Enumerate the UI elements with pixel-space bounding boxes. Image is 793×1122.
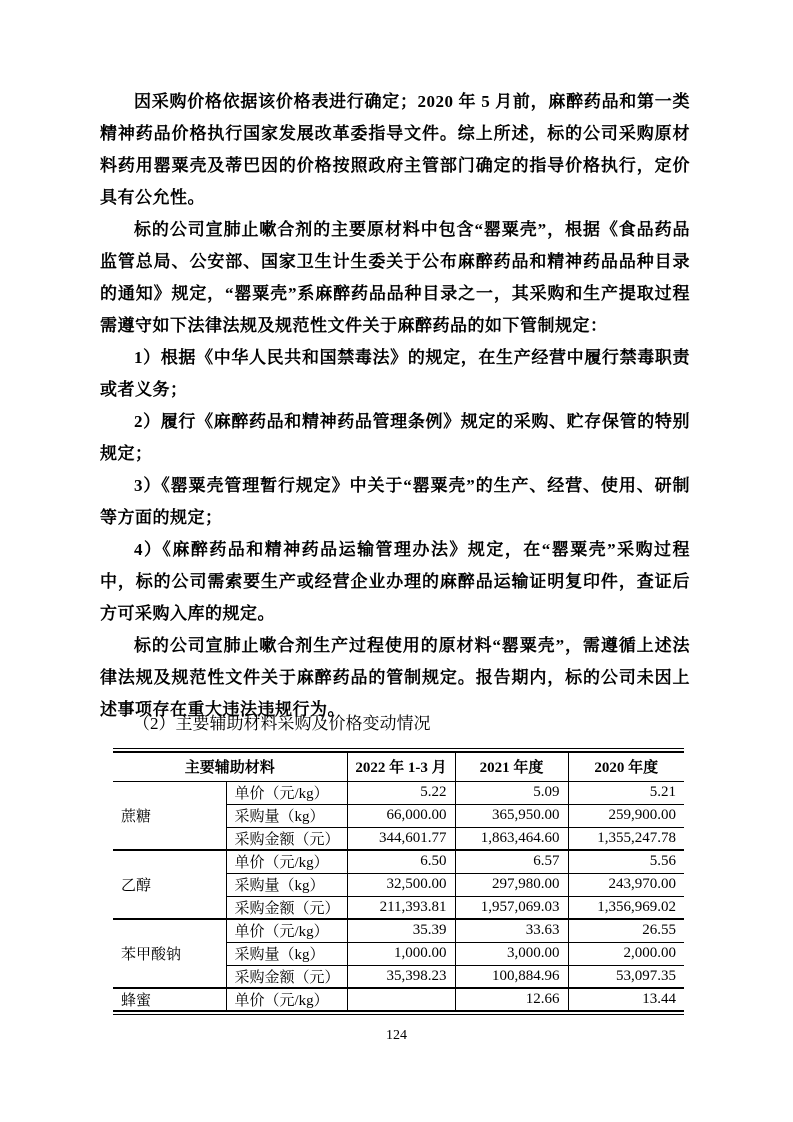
value-cell: 1,863,464.60 [455,827,568,850]
value-cell: 2,000.00 [568,942,684,965]
metric-label-cell: 单价（元/kg） [226,919,347,942]
table-row [113,919,684,942]
list-item-1: 1）根据《中华人民共和国禁毒法》的规定，在生产经营中履行禁毒职责或者义务； [100,348,690,399]
value-cell: 33.63 [455,919,568,942]
material-name-cell: 蜂蜜 [113,988,226,1011]
metric-label-cell: 单价（元/kg） [226,988,347,1011]
value-cell: 6.50 [347,850,455,873]
column-header-2021: 2021 年度 [455,752,568,781]
value-cell [347,988,455,1011]
metric-label-cell: 采购金额（元） [226,827,347,850]
value-cell: 53,097.35 [568,965,684,988]
value-cell: 1,355,247.78 [568,827,684,850]
metric-label-cell: 采购金额（元） [226,896,347,919]
list-item-2: 2）履行《麻醉药品和精神药品管理条例》规定的采购、贮存保管的特别规定； [100,412,690,463]
value-cell: 66,000.00 [347,804,455,827]
value-cell: 365,950.00 [455,804,568,827]
value-cell: 5.21 [568,781,684,804]
section-heading: （2）主要辅助材料采购及价格变动情况 [133,714,431,733]
value-cell: 5.22 [347,781,455,804]
metric-label-cell: 采购量（kg） [226,873,347,896]
material-name-cell: 乙醇 [113,850,226,919]
value-cell: 3,000.00 [455,942,568,965]
metric-label-cell: 单价（元/kg） [226,781,347,804]
column-header-material: 主要辅助材料 [113,752,347,781]
column-header-2022: 2022 年 1-3 月 [347,752,455,781]
value-cell: 35,398.23 [347,965,455,988]
table-row [113,850,684,873]
metric-label-cell: 采购金额（元） [226,965,347,988]
page-number: 124 [386,1028,407,1043]
value-cell: 35.39 [347,919,455,942]
metric-label-cell: 单价（元/kg） [226,850,347,873]
materials-table [113,751,684,1012]
list-item-4: 4）《麻醉药品和精神药品运输管理办法》规定，在“罂粟壳”采购过程中，标的公司需索要生产或经营企业办理的麻醉品运输证明复印件，查证后方可采购入库的规定。 [100,540,690,623]
value-cell: 297,980.00 [455,873,568,896]
value-cell: 26.55 [568,919,684,942]
paragraph-compliance-conclusion: 标的公司宣肺止嗽合剂生产过程使用的原材料“罂粟壳”，需遵循上述法律法规及规范性文件关于麻醉药品的管制规定。报告期内，标的公司未因上述事项存在重大违法违规行为。 [100,636,690,719]
value-cell: 1,356,969.02 [568,896,684,919]
value-cell: 1,000.00 [347,942,455,965]
table-row [113,988,684,1011]
value-cell: 12.66 [455,988,568,1011]
metric-label-cell: 采购量（kg） [226,942,347,965]
value-cell: 211,393.81 [347,896,455,919]
paragraph-pricing-conclusion: 因采购价格依据该价格表进行确定；2020 年 5 月前，麻醉药品和第一类精神药品价格执行国家发展改革委指导文件。综上所述，标的公司采购原材料药用罂粟壳及蒂巴因的价格按照政府主管部门确定的指导价格执行，定价具有公允性。 [100,92,690,207]
value-cell: 5.56 [568,850,684,873]
value-cell: 13.44 [568,988,684,1011]
table-row [113,781,684,804]
auxiliary-materials-section [100,712,690,1015]
materials-table-container [113,748,684,1015]
value-cell: 344,601.77 [347,827,455,850]
value-cell: 5.09 [455,781,568,804]
value-cell: 1,957,069.03 [455,896,568,919]
value-cell: 259,900.00 [568,804,684,827]
table-header-row [113,752,684,781]
value-cell: 100,884.96 [455,965,568,988]
list-item-3: 3）《罂粟壳管理暂行规定》中关于“罂粟壳”的生产、经营、使用、研制等方面的规定； [100,476,690,527]
body-text-block [100,86,690,726]
paragraph-poppy-shell-intro: 标的公司宣肺止嗽合剂的主要原材料中包含“罂粟壳”，根据《食品药品监管总局、公安部、国家卫生计生委关于公布麻醉药品和精神药品品种目录的通知》规定，“罂粟壳”系麻醉药品品种目录之一，其采购和生产提取过程需遵守如下法律法规及规范性文件关于麻醉药品的如下管制规定： [100,220,690,335]
value-cell: 32,500.00 [347,873,455,896]
column-header-2020: 2020 年度 [568,752,684,781]
material-name-cell: 蔗糖 [113,781,226,850]
material-name-cell: 苯甲酸钠 [113,919,226,988]
metric-label-cell: 采购量（kg） [226,804,347,827]
value-cell: 6.57 [455,850,568,873]
value-cell: 243,970.00 [568,873,684,896]
